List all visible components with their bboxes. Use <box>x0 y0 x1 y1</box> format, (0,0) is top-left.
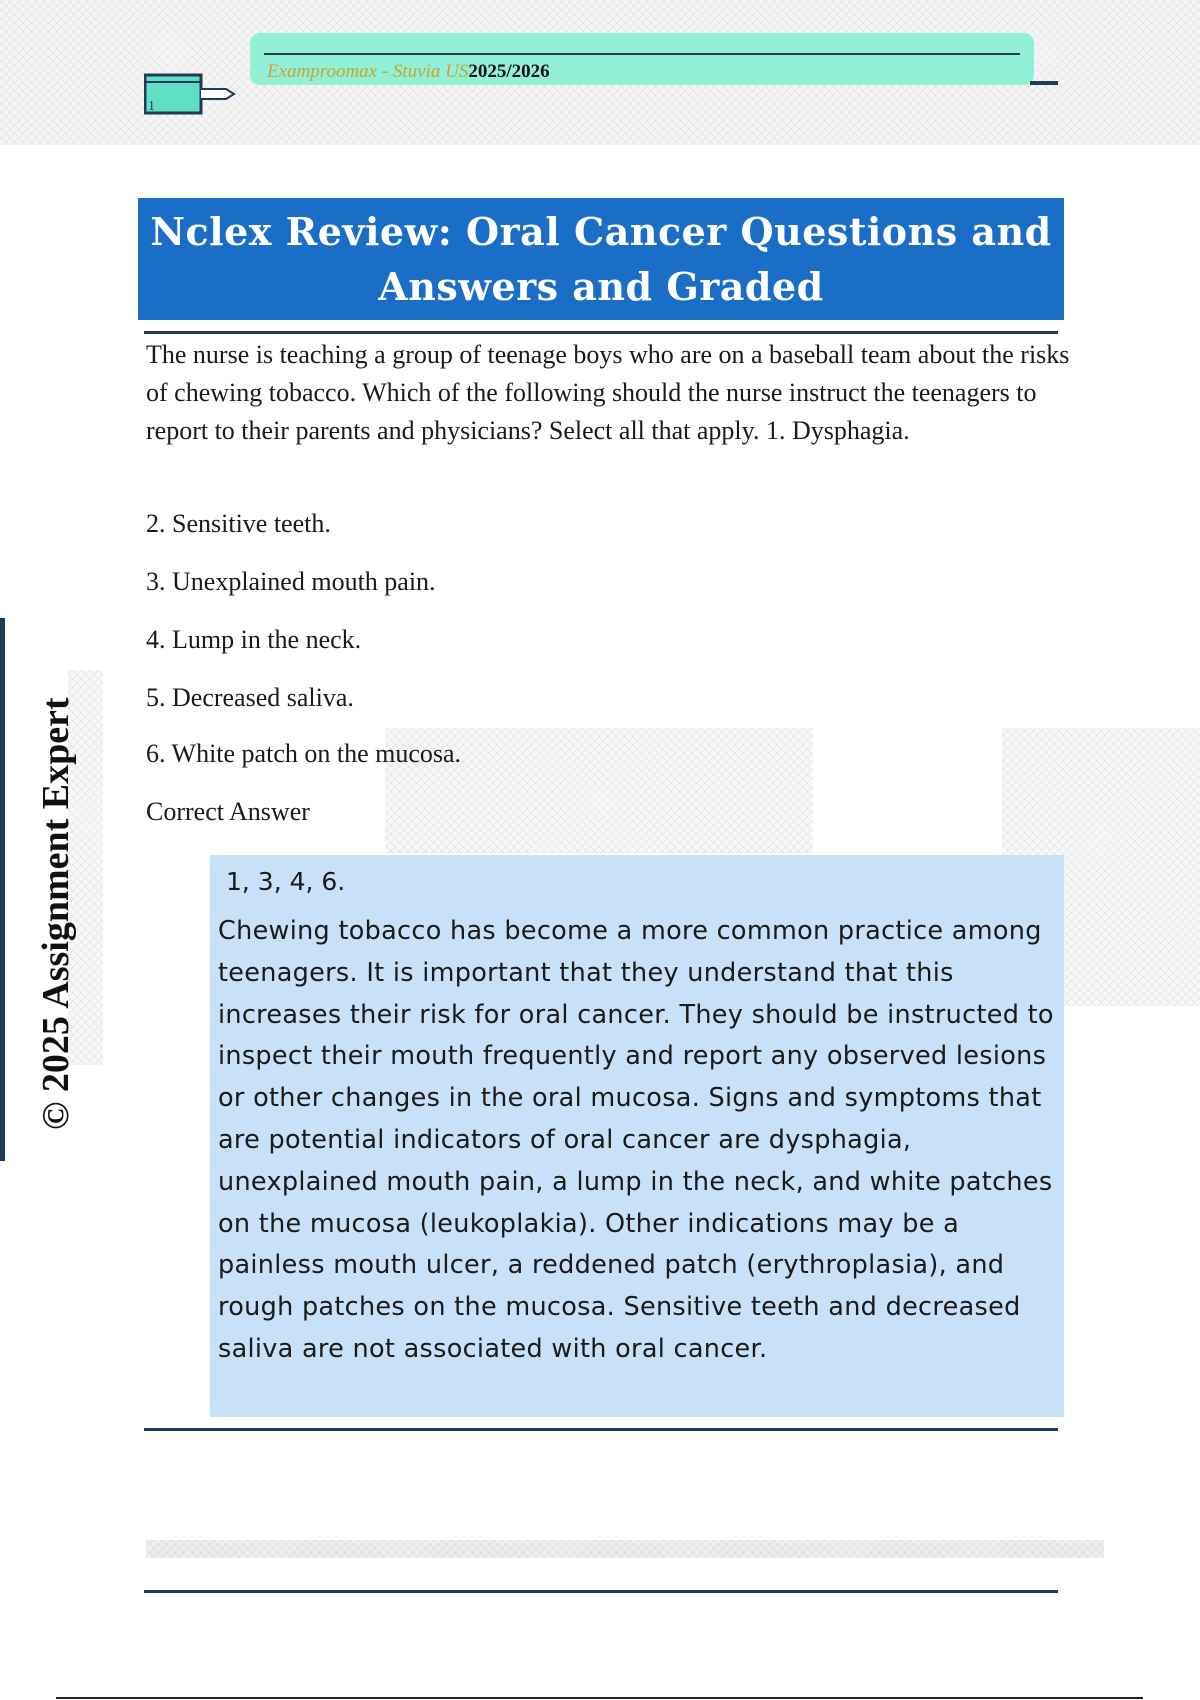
option-4: 4. Lump in the neck. <box>146 625 362 654</box>
header-bar <box>250 33 1034 85</box>
answer-explanation: Chewing tobacco has become a more common practice among teenagers. It is important that they understand that this increases their risk for oral cancer. They should be instructed to inspect their mouth frequently and report any observed lesions or other changes in the oral mucosa. Signs and symptoms that are potential indicators of oral cancer are dysphagia, unexplained mouth pain, a lump in the neck, and white patches on the mucosa (leukoplakia). Other indications may be a painless mouth ulcer, a reddened patch (erythroplasia), and rough patches on the mucosa. Sensitive teeth and decreased saliva are not associated with oral cancer. <box>218 916 1054 1364</box>
page-title-line-1: Nclex Review: Oral Cancer Questions and <box>150 209 1052 254</box>
answer-numbers: 1, 3, 4, 6. <box>226 867 346 896</box>
document-icon <box>144 73 236 115</box>
side-accent-bar <box>0 618 5 1161</box>
divider-footer <box>144 1590 1058 1593</box>
title-banner <box>138 198 1064 320</box>
header-year: 2025/2026 <box>468 61 550 82</box>
copyright-vertical: © 2025 Assignment Expert <box>35 697 77 1130</box>
option-5: 5. Decreased saliva. <box>146 683 354 712</box>
option-6: 6. White patch on the mucosa. <box>146 739 462 768</box>
page-bottom-rule <box>56 1697 1143 1699</box>
question-stem: The nurse is teaching a group of teenage boys who are on a baseball team about the risks of chewing tobacco. Which of the following should the nurse instruct the teenagers to report to their parents and physicians? Select all that apply. 1. Dysphagia. <box>146 340 1070 445</box>
divider-top <box>144 331 1058 334</box>
page-title <box>150 204 1051 314</box>
watermark-strip <box>146 1540 1104 1558</box>
document-icon-label: 1 <box>148 99 155 114</box>
header-rule <box>264 53 1020 55</box>
header-text <box>267 61 550 83</box>
correct-answer-label: Correct Answer <box>146 797 310 826</box>
header-rule-right <box>1030 81 1058 85</box>
header-source: Examproomax - Stuvia US <box>267 61 469 82</box>
page-title-line-2: Answers and Graded <box>378 264 824 309</box>
divider-bottom <box>144 1428 1058 1431</box>
option-2: 2. Sensitive teeth. <box>146 509 331 538</box>
option-3: 3. Unexplained mouth pain. <box>146 567 436 596</box>
answer-box <box>210 855 1064 1417</box>
